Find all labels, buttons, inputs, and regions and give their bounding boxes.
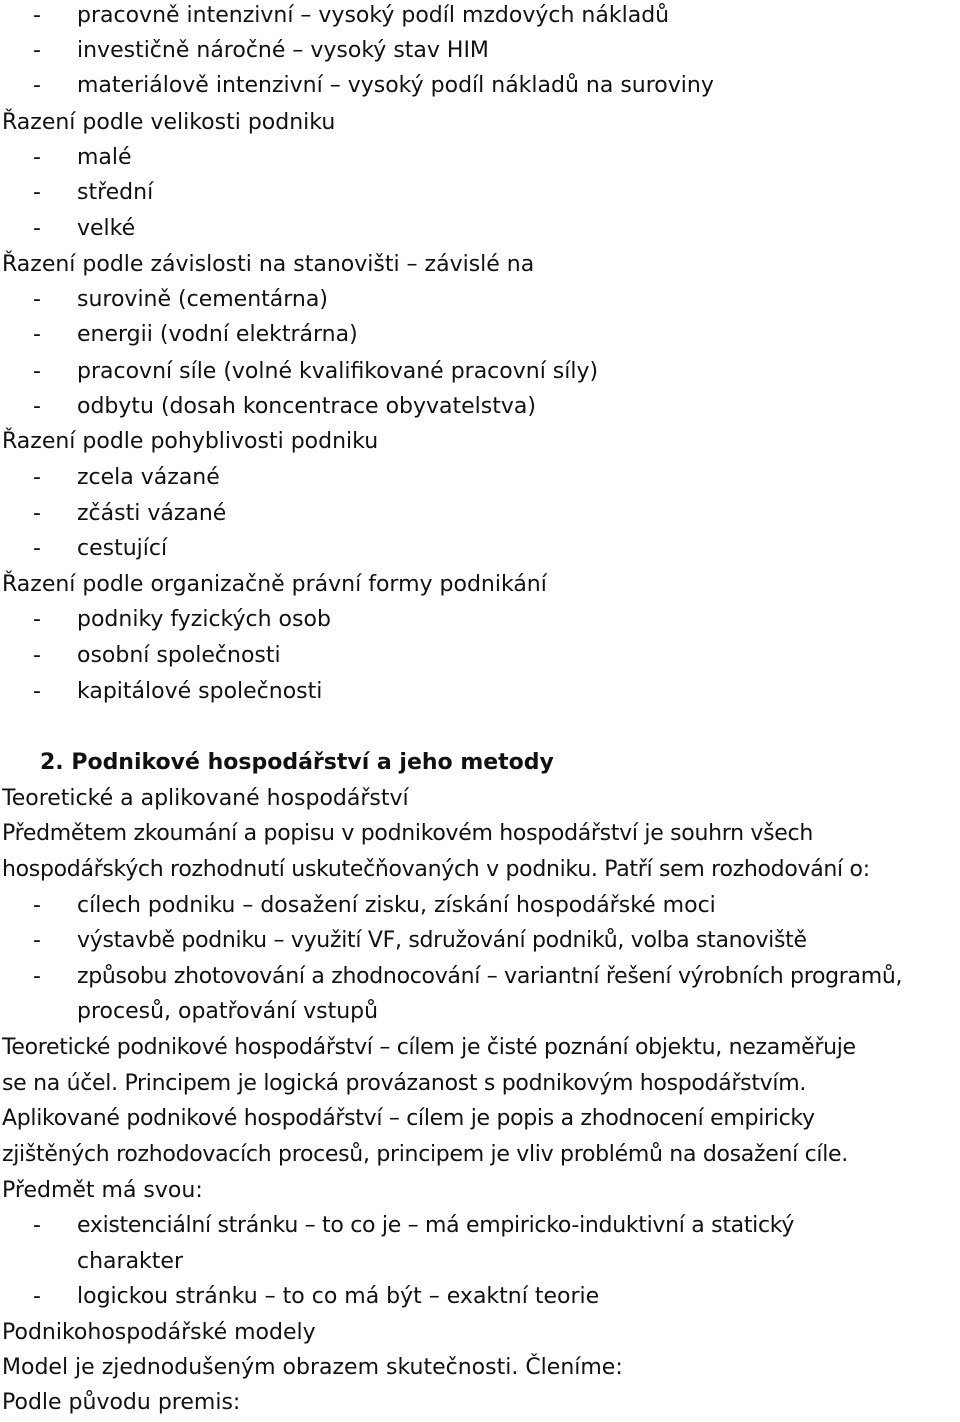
list-item-continuation: procesů, opatřování vstupů: [77, 999, 379, 1024]
bullet-dash: -: [33, 964, 41, 989]
bullet-dash: -: [33, 607, 41, 632]
paragraph-line: Aplikované podnikové hospodářství – cílem je popis a zhodnocení empiricky: [2, 1106, 815, 1131]
list-item-text: velké: [77, 216, 136, 241]
bullet-dash: -: [33, 359, 41, 384]
list-item-text: pracovní síle (volné kvalifikované pracovní síly): [77, 359, 599, 384]
paragraph-line: zjištěných rozhodovacích procesů, principem je vliv problémů na dosažení cíle.: [2, 1142, 848, 1167]
section-line: Řazení podle velikosti podniku: [2, 110, 336, 135]
bullet-dash: -: [33, 216, 41, 241]
paragraph-line: Podnikohospodářské modely: [2, 1320, 316, 1345]
list-item-text: logickou stránku – to co má být – exaktní teorie: [77, 1284, 600, 1309]
paragraph-line: se na účel. Principem je logická provázanost s podnikovým hospodářstvím.: [2, 1071, 807, 1096]
bullet-dash: -: [33, 145, 41, 170]
bullet-dash: -: [33, 180, 41, 205]
bullet-dash: -: [33, 465, 41, 490]
list-item-text: zčásti vázané: [77, 501, 227, 526]
list-item-text: investičně náročné – vysoký stav HIM: [77, 38, 489, 63]
bullet-dash: -: [33, 322, 41, 347]
paragraph-line: Předmět má svou:: [2, 1178, 203, 1203]
bullet-dash: -: [33, 394, 41, 419]
list-item-text: odbytu (dosah koncentrace obyvatelstva): [77, 394, 536, 419]
list-item-continuation: charakter: [77, 1249, 183, 1274]
paragraph-line: Předmětem zkoumání a popisu v podnikovém hospodářství je souhrn všech: [2, 821, 813, 846]
bullet-dash: -: [33, 928, 41, 953]
paragraph-line: Model je zjednodušeným obrazem skutečnosti. Členíme:: [2, 1355, 623, 1380]
section-line: Řazení podle organizačně právní formy podnikání: [2, 572, 547, 597]
paragraph-line: Teoretické a aplikované hospodářství: [2, 786, 409, 811]
bullet-dash: -: [33, 1213, 41, 1238]
bullet-dash: -: [33, 38, 41, 63]
list-item-text: kapitálové společnosti: [77, 679, 323, 704]
list-item-text: výstavbě podniku – využití VF, sdružování podniků, volba stanoviště: [77, 928, 807, 953]
list-item-text: existenciální stránku – to co je – má empiricko-induktivní a statický: [77, 1213, 795, 1238]
section-line: Řazení podle pohyblivosti podniku: [2, 429, 379, 454]
list-item-text: způsobu zhotovování a zhodnocování – variantní řešení výrobních programů,: [77, 964, 903, 989]
list-item-text: střední: [77, 180, 154, 205]
list-item-text: osobní společnosti: [77, 643, 281, 668]
list-item-text: malé: [77, 145, 132, 170]
bullet-dash: -: [33, 287, 41, 312]
bullet-dash: -: [33, 536, 41, 561]
bullet-dash: -: [33, 501, 41, 526]
list-item-text: energii (vodní elektrárna): [77, 322, 358, 347]
list-item-text: podniky fyzických osob: [77, 607, 331, 632]
list-item-text: pracovně intenzivní – vysoký podíl mzdových nákladů: [77, 3, 670, 28]
section-heading: 2. Podnikové hospodářství a jeho metody: [40, 750, 554, 775]
list-item-text: cílech podniku – dosažení zisku, získání hospodářské moci: [77, 893, 716, 918]
bullet-dash: -: [33, 679, 41, 704]
bullet-dash: -: [33, 1284, 41, 1309]
paragraph-line: Teoretické podnikové hospodářství – cílem je čisté poznání objektu, nezaměřuje: [2, 1035, 856, 1060]
bullet-dash: -: [33, 3, 41, 28]
paragraph-line: Podle původu premis:: [2, 1390, 241, 1415]
list-item-text: cestující: [77, 536, 168, 561]
bullet-dash: -: [33, 893, 41, 918]
bullet-dash: -: [33, 73, 41, 98]
list-item-text: materiálově intenzivní – vysoký podíl nákladů na suroviny: [77, 73, 714, 98]
bullet-dash: -: [33, 643, 41, 668]
paragraph-line: hospodářských rozhodnutí uskutečňovaných v podniku. Patří sem rozhodování o:: [2, 857, 870, 882]
list-item-text: zcela vázané: [77, 465, 220, 490]
list-item-text: surovině (cementárna): [77, 287, 328, 312]
section-line: Řazení podle závislosti na stanovišti – závislé na: [2, 252, 535, 277]
